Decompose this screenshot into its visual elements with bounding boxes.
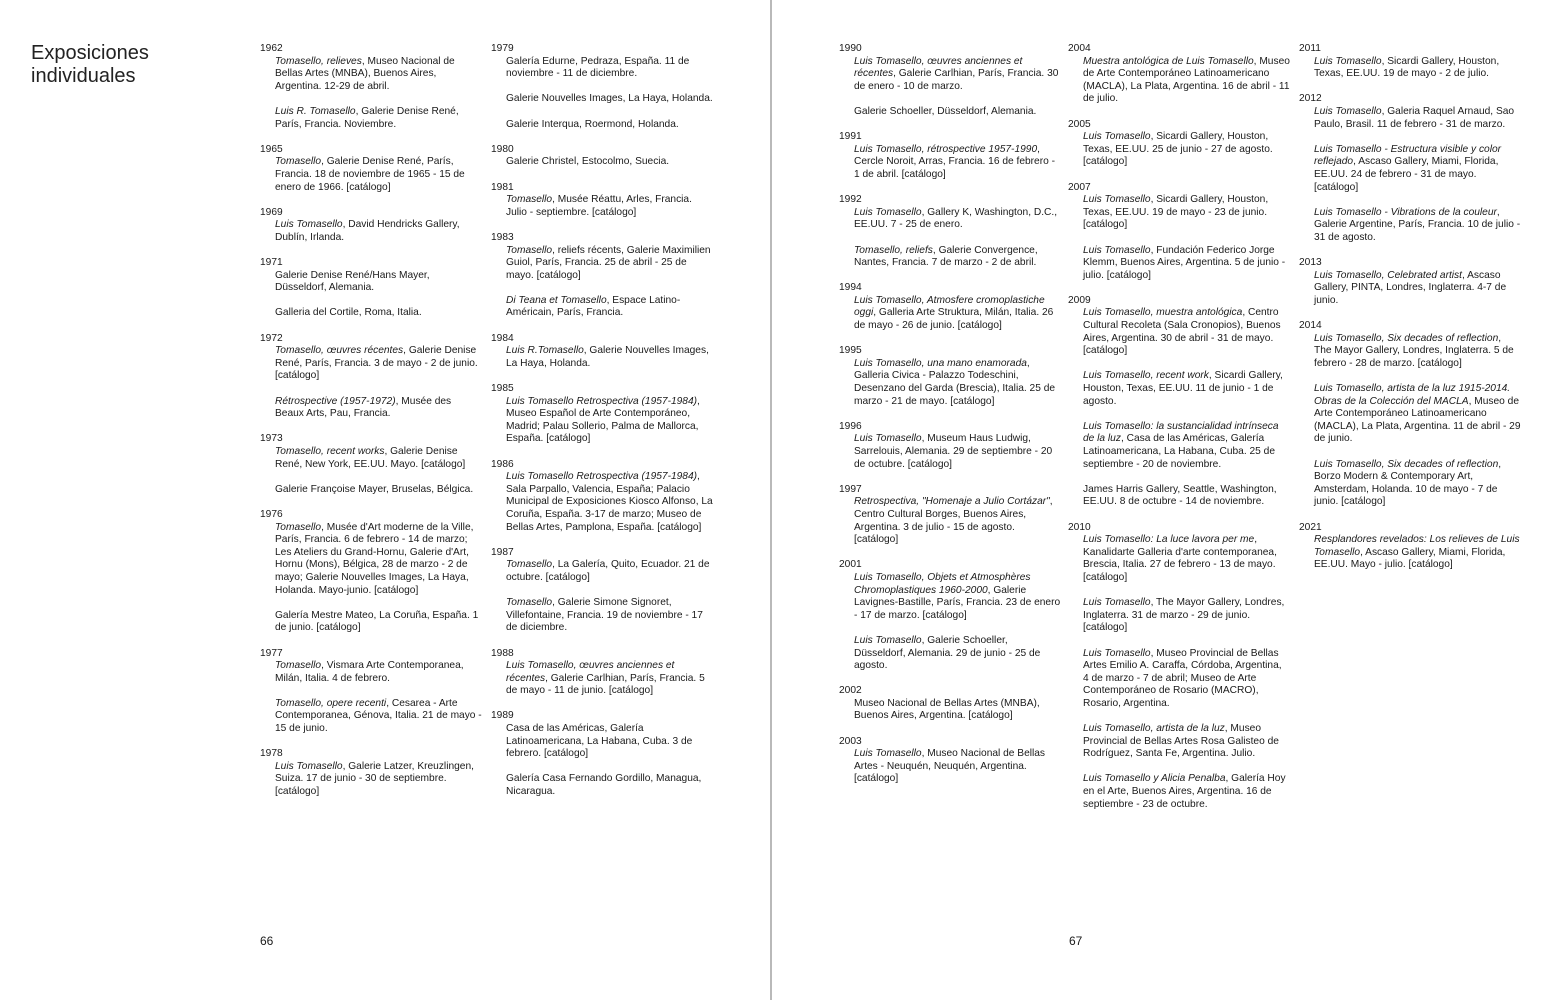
exhibition-details: , Sicardi Gallery, Houston, Texas, EE.UU. 25 de junio - 27 de agosto. [catálogo] [1083,131,1273,168]
page-number-left: 66 [260,934,274,948]
page-gutter-divider [770,0,772,1000]
exhibition-details: , Museum Haus Ludwig, Sarrelouis, Alemania. 29 de septiembre - 20 de octubre. [catálogo] [854,433,1053,470]
year-block [839,421,1061,471]
exhibition-entry [1299,144,1521,194]
exhibition-title: Luis Tomasello [1314,105,1382,117]
exhibition-details: Galerie Nouvelles Images, La Haya, Holanda. [506,93,713,105]
exhibition-details: , Galleria Civica - Palazzo Todeschini, Desenzano del Garda (Brescia), Italia. 25 de marzo - 21 de mayo. [catálogo] [854,357,1056,407]
exhibition-title: Luis Tomasello [275,760,343,772]
year-label: 2021 [1299,521,1322,533]
exhibition-title: Tomasello [506,559,553,571]
year-label: 1994 [839,282,862,294]
exhibition-title: Luis Tomasello, Six decades of reflection [1314,332,1499,344]
exhibition-entry [260,156,482,194]
exhibition-entry [1299,207,1521,245]
exhibition-details: Galerie Denise René/Hans Mayer, Düsseldorf, Alemania. [275,269,430,294]
year-block [260,748,482,798]
year-block [260,433,482,496]
year-block [260,648,482,736]
year-label: 2007 [1068,181,1091,193]
left-page [0,0,770,1000]
exhibition-title: Luis Tomasello - Vibrations de la couleur [1314,206,1497,218]
exhibition-entry [1068,194,1290,232]
exhibition-details: , Sala Parpallo, Valencia, España; Palacio Municipal de Exposiciones Kiosco Alfonso, La Coruña, España. 3-17 de marzo; Museo de Bellas Artes, Pamplona, España. [catálogo] [506,471,713,533]
year-label: 1971 [260,257,283,269]
exhibition-entry [260,219,482,244]
year-label: 2003 [839,735,862,747]
exhibition-entry [1068,597,1290,635]
exhibition-entry [491,471,713,534]
exhibition-details: , Galerie Denise René, New York, EE.UU. Mayo. [catálogo] [275,446,466,470]
exhibition-title: Luis Tomasello - Estructura visible y color reflejado [1314,143,1502,168]
exhibition-title: Tomasello [275,156,322,168]
exhibition-details: Galerie Christel, Estocolmo, Suecia. [506,156,670,168]
year-label: 1988 [491,647,514,659]
exhibition-details: , Fundación Federico Jorge Klemm, Buenos Aires, Argentina. 5 de junio - julio. [catálogo] [1083,244,1286,281]
year-label: 2004 [1068,43,1091,54]
exhibition-details: , Ascaso Gallery, PINTA, Londres, Inglaterra. 4-7 de junio. [1314,269,1507,306]
exhibition-title: Luis Tomasello, muestra antológica [1083,307,1243,319]
exhibition-details: , Borzo Modern & Contemporary Art, Amsterdam, Holanda. 10 de mayo - 7 de junio. [catálogo] [1314,458,1502,508]
year-block [1068,295,1290,509]
exhibition-details: , Galerie Denise René, París, Francia. 3 de mayo - 2 de junio. [catálogo] [275,345,478,382]
exhibition-details: , Museo de Arte Contemporáneo Latinoamericano (MACLA), La Plata, Argentina. 11 de abril - 29 de junio. [1314,395,1521,445]
exhibition-entry [839,56,1061,94]
exhibition-entry [1068,131,1290,169]
exhibition-details: , Galleria Arte Struktura, Milán, Italia. 26 de mayo - 26 de junio. [catálogo] [854,307,1054,332]
exhibition-entry [1299,270,1521,308]
exhibition-title: Tomasello, reliefs [854,244,933,256]
exhibition-entry [491,245,713,283]
year-label: 1995 [839,345,862,357]
exhibition-entry [491,660,713,698]
year-label: 2014 [1299,320,1322,332]
year-block [1299,320,1521,509]
exhibition-details: , Galerie Argentine, París, Francia. 10 de julio - 31 de agosto. [1314,206,1521,243]
exhibition-title: Muestra antológica de Luis Tomasello [1083,55,1254,67]
year-label: 1991 [839,131,862,143]
year-label: 2001 [839,559,862,571]
exhibition-title: Tomasello [506,194,553,206]
year-block [839,685,1061,723]
exhibition-entry [839,358,1061,408]
year-label: 2010 [1068,521,1091,533]
exhibition-entry [1299,534,1521,572]
exhibition-title: Luis Tomasello [1083,131,1151,143]
exhibition-entry [260,761,482,799]
year-label: 2002 [839,685,862,697]
exhibition-entry [260,522,482,598]
exhibition-entry [1299,459,1521,509]
year-block [839,484,1061,547]
exhibition-details: , Museo Nacional de Bellas Artes (MNBA), Buenos Aires, Argentina. 12-29 de abril. [275,55,455,92]
year-block [839,282,1061,332]
year-block [260,509,482,635]
exhibition-entry [839,106,1061,119]
exhibition-entry [1068,723,1290,761]
exhibition-title: Luis Tomasello, Celebrated artist [1314,269,1462,281]
year-block [260,257,482,320]
exhibition-entry [491,723,713,761]
exhibition-entry [260,446,482,471]
year-block [260,144,482,194]
year-block [260,333,482,421]
exhibition-details: , Galerie Simone Signoret, Villefontaine, Francia. 19 de noviembre - 17 de diciembre. [506,597,703,634]
year-block [491,547,713,635]
exhibition-title: Luis Tomasello, Atmosfere cromoplastiche oggi [854,294,1045,319]
year-block [491,144,713,169]
exhibition-entry [260,396,482,421]
exhibition-entry [260,106,482,131]
year-block [839,736,1061,786]
exhibition-details: , La Galería, Quito, Ecuador. 21 de octubre. [catálogo] [506,559,710,583]
year-block [1068,522,1290,812]
exhibition-title: Luis Tomasello [854,206,922,218]
exhibition-title: Luis Tomasello Retrospectiva (1957-1984) [506,395,698,407]
exhibition-details: , Galerie Convergence, Nantes, Francia. 7 de marzo - 2 de abril. [854,244,1038,269]
exhibition-entry [260,307,482,320]
exhibition-entry [839,635,1061,673]
year-block [1068,182,1290,283]
exhibition-details: , The Mayor Gallery, Londres, Inglaterra. 31 de marzo - 29 de junio. [catálogo] [1083,597,1285,634]
exhibition-title: Luis Tomasello, artista de la luz [1083,723,1225,735]
year-label: 1987 [491,546,514,558]
year-block [1068,43,1290,106]
exhibition-details: , Museo Provincial de Bellas Artes Rosa Galisteo de Rodríguez, Santa Fe, Argentina. Julio. [1083,723,1279,760]
exhibition-column-1 [260,43,482,811]
exhibition-title: Tomasello [275,521,322,533]
year-block [491,648,713,698]
exhibition-entry [839,144,1061,182]
exhibition-details: Galerie Schoeller, Düsseldorf, Alemania. [854,105,1037,117]
exhibition-entry [839,572,1061,622]
exhibition-entry [491,156,713,169]
exhibition-entry [839,433,1061,471]
exhibition-details: Museo Nacional de Bellas Artes (MNBA), Buenos Aires, Argentina. [catálogo] [854,697,1040,722]
year-label: 1981 [491,181,514,193]
exhibition-title: Luis Tomasello, Six decades of reflection [1314,458,1499,470]
exhibition-title: Luis Tomasello, œuvres anciennes et récentes [506,660,675,684]
year-label: 1977 [260,647,283,659]
page-number-right: 67 [1069,934,1083,948]
exhibition-title: Luis R. Tomasello [275,105,356,117]
exhibition-entry [491,119,713,132]
exhibition-title: Luis Tomasello, œuvres anciennes et récentes [854,55,1023,80]
exhibition-title: Luis Tomasello [1083,597,1151,609]
year-block [260,207,482,245]
exhibition-column-5 [1299,43,1521,585]
exhibition-entry [491,559,713,584]
year-label: 1989 [491,710,514,722]
exhibition-details: , reliefs récents, Galerie Maximilien Guiol, París, Francia. 25 de abril - 25 de mayo. [catálogo] [506,244,711,281]
year-label: 1965 [260,143,283,155]
exhibition-title: Luis Tomasello: La luce lavora per me [1083,534,1255,546]
exhibition-title: Luis Tomasello y Alicia Penalba [1083,773,1226,785]
exhibition-title: Luis Tomasello [854,634,922,646]
exhibition-title: Luis Tomasello [1314,55,1382,67]
exhibition-details: , Galeria Raquel Arnaud, Sao Paulo, Brasil. 11 de febrero - 31 de marzo. [1314,105,1515,130]
exhibition-details: , Vismara Arte Contemporanea, Milán, Italia. 4 de febrero. [275,660,464,684]
year-block [839,131,1061,181]
exhibition-title: Tomasello [506,597,553,609]
exhibition-entry [491,597,713,635]
exhibition-entry [1299,56,1521,81]
exhibition-details: , Centro Cultural Borges, Buenos Aires, Argentina. 3 de julio - 15 de agosto. [catálogo] [854,496,1053,546]
year-label: 1969 [260,206,283,218]
year-block [491,459,713,535]
year-block [491,182,713,220]
exhibition-details: , The Mayor Gallery, Londres, Inglaterra. 5 de febrero - 28 de marzo. [catálogo] [1314,332,1514,369]
year-block [1299,257,1521,307]
exhibition-title: Luis R.Tomasello [506,345,584,357]
exhibition-title: Luis Tomasello [1083,244,1151,256]
exhibition-details: , Espace Latino-Américain, París, Francia. [506,294,681,319]
exhibition-details: , Kanalidarte Galleria d'arte contemporanea, Brescia, Italia. 27 de febrero - 13 de mayo. [catálogo] [1083,534,1277,583]
year-block [1299,522,1521,572]
exhibition-entry [1299,106,1521,131]
year-label: 1980 [491,143,514,155]
year-label: 2011 [1299,43,1321,54]
exhibition-details: Galería Edurne, Pedraza, España. 11 de noviembre - 11 de diciembre. [506,55,690,80]
exhibition-entry [839,496,1061,546]
exhibition-column-4 [1068,43,1290,824]
exhibition-entry [1299,333,1521,371]
exhibition-entry [491,93,713,106]
exhibition-title: Luis Tomasello Retrospectiva (1957-1984) [506,471,698,483]
year-label: 2009 [1068,294,1091,306]
exhibition-details: , Galerie Denise René, París, Francia. 18 de noviembre de 1965 - 15 de enero de 1966. [catálogo] [275,156,465,193]
exhibition-details: , Centro Cultural Recoleta (Sala Cronopios), Buenos Aires, Argentina. 30 de abril - 31 de mayo. [catálogo] [1083,307,1281,357]
exhibition-title: Luis Tomasello, Objets et Atmosphères Chromoplastiques 1960-2000 [854,571,1031,596]
year-label: 1985 [491,383,514,395]
year-block [839,345,1061,408]
exhibition-details: Galerie Françoise Mayer, Bruselas, Bélgica. [275,483,474,495]
exhibition-details: Galleria del Cortile, Roma, Italia. [275,307,422,319]
exhibition-entry [491,295,713,320]
exhibition-title: Luis Tomasello [854,433,922,445]
year-label: 2012 [1299,93,1322,105]
exhibition-details: , Galerie Denise René, París, Francia. Noviembre. [275,105,459,130]
exhibition-entry [839,207,1061,232]
exhibition-entry [1068,648,1290,711]
year-label: 1962 [260,43,283,54]
exhibition-entry [491,56,713,81]
exhibition-title: Luis Tomasello [275,219,343,231]
exhibition-details: , Galerie Carlhian, París, Francia. 30 de enero - 10 de marzo. [854,68,1059,92]
exhibition-details: , Museo Español de Arte Contemporáneo, Madrid; Palau Sollerio, Palma de Mallorca, España. [catálogo] [506,395,700,445]
exhibition-title: Luis Tomasello, una mano enamorada [854,357,1027,369]
year-label: 1996 [839,420,862,432]
exhibition-details: Galerie Interqua, Roermond, Holanda. [506,118,679,130]
exhibition-details: , Musée Réattu, Arles, Francia. Julio - septiembre. [catálogo] [506,194,692,218]
year-label: 1973 [260,433,283,445]
exhibition-entry [839,295,1061,333]
exhibition-entry [1299,383,1521,446]
exhibition-details: , Casa de las Américas, Galería Latinoamericana, La Habana, Cuba. 25 de septiembre - 20 de noviembre. [1083,433,1276,470]
exhibition-entry [839,245,1061,270]
exhibition-details: , Cercle Noroit, Arras, Francia. 16 de febrero - 1 de abril. [catálogo] [854,143,1055,180]
year-label: 1984 [491,332,514,344]
year-label: 1983 [491,231,514,243]
year-label: 2013 [1299,257,1322,269]
exhibition-title: Tomasello, relieves [275,55,362,67]
year-block [491,232,713,320]
year-block [839,194,1061,270]
right-page [773,0,1550,1000]
exhibition-column-2 [491,43,713,811]
exhibition-title: Rétrospective (1957-1972) [275,395,396,407]
year-label: 1976 [260,508,283,520]
exhibition-details: , Sicardi Gallery, Houston, Texas, EE.UU. 19 de mayo - 2 de julio. [1314,55,1500,80]
exhibition-details: , Cesarea - Arte Contemporanea, Génova, Italia. 21 de mayo - 15 de junio. [275,697,482,735]
exhibition-entry [1068,245,1290,283]
exhibition-details: , Galerie Latzer, Kreuzlingen, Suiza. 17 de junio - 30 de septiembre. [catálogo] [275,760,474,798]
exhibition-column-3 [839,43,1061,799]
exhibition-title: Tomasello, recent works [275,446,385,457]
year-block [491,383,713,446]
exhibition-entry [1068,484,1290,509]
exhibition-title: Luis Tomasello, artista de la luz 1915-2014. Obras de la Colección del MACLA [1314,383,1511,407]
exhibition-details: , Musée d'Art moderne de la Ville, París, Francia. 6 de febrero - 14 de marzo; Les Ateliers du Grand-Hornu, Galerie d'Art, Hornu (Mons), Bélgica, 28 de marzo - 2 de mayo; Galerie Nouvelles Images, La Haya, Holanda. Mayo-junio. [catálogo] [275,521,474,596]
year-block [839,43,1061,119]
year-block [491,43,713,131]
exhibition-entry [260,610,482,635]
exhibition-details: , David Hendricks Gallery, Dublín, Irlanda. [275,219,460,243]
year-label: 1990 [839,43,862,54]
year-block [1299,43,1521,81]
exhibition-entry [260,270,482,295]
exhibition-entry [260,660,482,685]
exhibition-details: , Galerie Nouvelles Images, La Haya, Holanda. [506,345,709,369]
exhibition-entry [1068,421,1290,471]
exhibition-title: Luis Tomasello [1083,647,1151,659]
year-label: 1997 [839,483,862,495]
exhibition-title: Luis Tomasello: la sustancialidad intrínseca de la luz [1083,420,1279,445]
exhibition-details: James Harris Gallery, Seattle, Washington, EE.UU. 8 de octubre - 14 de noviembre. [1083,483,1277,508]
exhibition-title: Tomasello [506,244,553,256]
exhibition-details: , Galerie Carlhian, París, Francia. 5 de mayo - 11 de junio. [catálogo] [506,672,705,697]
exhibition-details: , Musée des Beaux Arts, Pau, Francia. [275,395,452,420]
exhibition-entry [839,748,1061,786]
year-block [1299,93,1521,244]
exhibition-entry [260,484,482,497]
exhibition-title: Retrospectiva, "Homenaje a Julio Cortázar" [854,496,1050,508]
exhibition-title: Luis Tomasello [854,748,922,760]
exhibition-title: Tomasello, opere recenti [275,697,387,709]
exhibition-details: , Gallery K, Washington, D.C., EE.UU. 7 - 25 de enero. [854,206,1058,231]
exhibition-entry [260,345,482,383]
exhibition-details: , Ascaso Gallery, Miami, Florida, EE.UU. 24 de febrero - 31 de mayo. [catálogo] [1314,156,1499,193]
section-title: Exposiciones individuales [31,42,149,87]
exhibition-details: , Sicardi Gallery, Houston, Texas, EE.UU. 19 de mayo - 23 de junio. [catálogo] [1083,194,1269,231]
year-label: 2005 [1068,118,1091,130]
exhibition-details: Galería Mestre Mateo, La Coruña, España. 1 de junio. [catálogo] [275,609,479,634]
exhibition-entry [260,698,482,736]
exhibition-entry [839,698,1061,723]
exhibition-entry [491,194,713,219]
exhibition-details: , Galerie Schoeller, Düsseldorf, Alemania. 29 de junio - 25 de agosto. [854,634,1041,672]
exhibition-title: Tomasello, œuvres récentes [275,345,404,357]
exhibition-details: , Sicardi Gallery, Houston, Texas, EE.UU. 11 de junio - 1 de agosto. [1083,370,1283,407]
exhibition-details: , Ascaso Gallery, Miami, Florida, EE.UU. Mayo - julio. [catálogo] [1314,546,1506,571]
exhibition-entry [491,345,713,370]
exhibition-entry [1068,534,1290,584]
exhibition-entry [1068,370,1290,408]
exhibition-title: Luis Tomasello, rétrospective 1957-1990 [854,143,1038,155]
year-label: 1979 [491,43,514,54]
year-block [491,333,713,371]
year-block [1068,119,1290,169]
exhibition-entry [1068,773,1290,811]
year-label: 1986 [491,458,514,470]
exhibition-details: Casa de las Américas, Galería Latinoamericana, La Habana, Cuba. 3 de febrero. [catálogo] [506,723,693,760]
year-label: 1992 [839,194,862,206]
exhibition-title: Luis Tomasello [1083,194,1151,206]
exhibition-entry [260,56,482,94]
year-label: 1972 [260,332,283,344]
exhibition-entry [1068,307,1290,357]
exhibition-title: Resplandores revelados: Los relieves de Luis Tomasello [1314,534,1520,558]
exhibition-details: , Museo Provincial de Bellas Artes Emilio A. Caraffa, Córdoba, Argentina, 4 de marzo - 7 de abril; Museo de Arte Contemporáneo de Rosario (MACRO), Rosario, Argentina. [1083,647,1282,709]
year-label: 1978 [260,748,283,760]
exhibition-details: Galería Casa Fernando Gordillo, Managua, Nicaragua. [506,773,702,798]
year-block [491,710,713,798]
exhibition-details: , Galerie Lavignes-Bastille, París, Francia. 23 de enero - 17 de marzo. [catálogo] [854,584,1061,621]
exhibition-title: Di Teana et Tomasello [506,294,607,306]
exhibition-details: , Museo Nacional de Bellas Artes - Neuquén, Neuquén, Argentina. [catálogo] [854,748,1046,785]
exhibition-title: Luis Tomasello, recent work [1083,370,1209,382]
exhibition-entry [491,396,713,446]
exhibition-entry [491,773,713,798]
year-block [839,559,1061,672]
year-block [260,43,482,131]
exhibition-entry [1068,56,1290,106]
exhibition-title: Tomasello [275,660,322,672]
exhibition-details: , Museo de Arte Contemporáneo Latinoamericano (MACLA), La Plata, Argentina. 16 de abril - 11 de julio. [1083,55,1290,105]
exhibition-details: , Galería Hoy en el Arte, Buenos Aires, Argentina. 16 de septiembre - 23 de octubre. [1083,773,1286,810]
